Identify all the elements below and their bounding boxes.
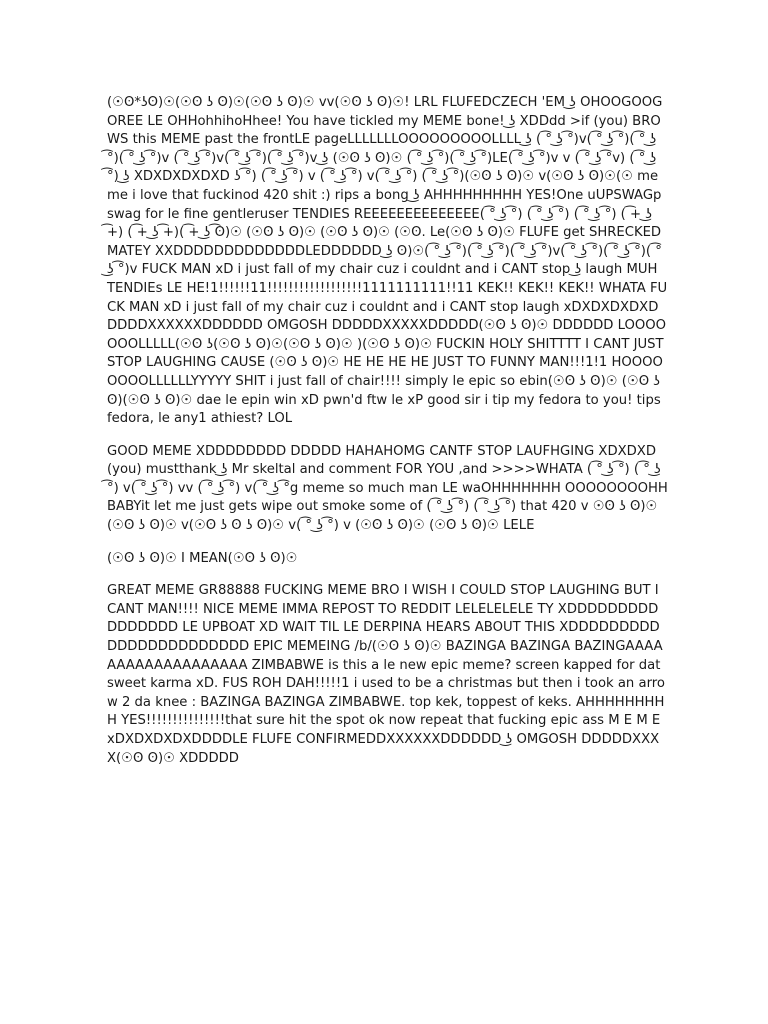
paragraph-4: GREAT MEME GR88888 FUCKING MEME BRO I WISH I COULD STOP LAUGHING BUT I CANT MAN!!!! NICE MEME IMMA REPOST TO REDDIT LELELELELE TY XDDDDDDDDDDDDDDDD LE UPBOAT XD WAIT TIL LE DERPINA HEARS ABOUT THIS XDDDDDDDDDDDDDDDDDDDDDDD EPIC MEMEING /b/(☉ʘ ʖ ʘ)☉ BAZINGA BAZINGA BAZINGAAAAAAAAAAAAAAAAAAA ZIMBABWE is this a le new epic meme? screen kapped for dat sweet karma xD. FUS ROH DAH!!!!!1 i used to be a christmas but then i took an arrow 2 da knee : BAZINGA BAZINGA ZIMBABWE. top kek, toppest of keks. AHHHHHHHHH YES!!!!!!!!!!!!!!!that sure hit the spot ok now repeat that fucking epic ass M E M E xDXDXDXDXDDDDLE FLUFE CONFIRMEDDXXXXXXDDDDDD ͜ʖ OMGOSH DDDDDXXXX(☉ʘ ʘ)☉ XDDDDD [107,583,665,766]
paragraph-3: (☉ʘ ʖ ʘ)☉ I MEAN(☉ʘ ʖ ʘ)☉ [107,550,298,566]
paragraph-1: (☉ʘ*ʖʘ)☉(☉ʘ ʖ ʘ)☉(☉ʘ ʖ ʘ)☉ vv(☉ʘ ʖ ʘ)☉! LRL FLUFEDCZECH 'EM ͜ʖ OHOOGOOGOREE LE OHHohhihoHhee! You have tickled my MEME bone! ͜ʖ XDDdd >if (you) BROWS this MEME past the frontLE pageLLLLLLLOOOOOOOOOLLLL ͜ʖ ( ͡° ͜ʖ ͡°)v( ͡° ͜ʖ ͡°)( ͡° ͜ʖ ͡°)( ͡° ͜ʖ ͡°)v ( ͡° ͜ʖ ͡°)v( ͡° ͜ʖ ͡°)( ͡° ͜ʖ ͡°)v ͜ʖ (☉ʘ ʖ ʘ)☉ ( ͡° ͜ʖ ͡°)( ͡° ͜ʖ ͡°)LE( ͡° ͜ʖ ͡°)v v ( ͡° ͜ʖ ͡°v) ( ͡° ͜ʖ ͡°) ͜ʖ XDXDXDXDXD ʖ ͡°) ( ͡° ͜ʖ ͡°) v ( ͡° ͜ʖ ͡°) v( ͡° ͜ʖ ͡°) ( ͡° ͜ʖ ͡°)(☉ʘ ʖ ʘ)☉ v(☉ʘ ʖ ʘ)☉(☉ meme i love that fuckinod 420 shit :) rips a bong ͜ʖ AHHHHHHHHH YES!One uUPSWAGpswag for le fine gentleruser TENDIES REEEEEEEEEEEEEE( ͡° ͜ʖ ͡°) ( ͡° ͜ʖ ͡°) ( ͡° ͜ʖ ͡°) ( ͡+ ͜ʖ ͡+) ( ͡+ ͜ʖ ͡+)( ͡+ ͜ʖ ͡ʘ)☉ (☉ʘ ʖ ʘ)☉ (☉ʘ ʖ ʘ)☉ (☉ʘ. Le(☉ʘ ʖ ʘ)☉ FLUFE get SHRECKED MATEY XXDDDDDDDDDDDDDLEDDDDDD ͜ʖ ʘ)☉( ͡° ͜ʖ ͡°)( ͡° ͜ʖ ͡°)( ͡° ͜ʖ ͡°)v( ͡° ͜ʖ ͡°)( ͡° ͜ʖ ͡°)( ͡° ͜ʖ ͡°)v FUCK MAN xD i just fall of my chair cuz i couldnt and i CANT stop ͜ʖ laugh MUH TENDIEs LE HE!1!!!!!!11!!!!!!!!!!!!!!!!!!1111111111!!11 KEK!! KEK!! KEK!! WHATA FUCK MAN xD i just fall of my chair cuz i couldnt and i CANT stop laugh xDXDXDXDXDDDDDXXXXXXDDDDDD OMGOSH DDDDDXXXXXDDDDD(☉ʘ ʖ ʘ)☉ DDDDDD LOOOOOOOLLLLL(☉ʘ ʖ(☉ʘ ʖ ʘ)☉(☉ʘ ʖ ʘ)☉ )(☉ʘ ʖ ʘ)☉ FUCKIN HOLY SHITTTT I CANT JUST STOP LAUGHING CAUSE (☉ʘ ʖ ʘ)☉ HE HE HE HE JUST TO FUNNY MAN!!!1!1 HOOOOOOOOLLLLLLYYYYY SHIT i just fall of chair!!!! simply le epic so ebin(☉ʘ ʖ ʘ)☉ (☉ʘ ʖ ʘ)(☉ʘ ʖ ʘ)☉ dae le epin win xD pwn'd ftw le xP good sir i tip my fedora to you! tips fedora, le any1 athiest? LOL [107,95,668,427]
paragraph-2: GOOD MEME XDDDDDDDD DDDDD HAHAHOMG CANTF STOP LAUFHGING XDXDXD (you) mustthank ͜ʖ Mr skeltal and comment FOR YOU ,and >>>>WHATA ( ͡° ͜ʖ ͡°) ( ͡° ͜ʖ ͡°) v( ͡° ͜ʖ ͡°) vv ( ͡° ͜ʖ ͡°) v( ͡° ͜ʖ ͡°g meme so much man LE waOHHHHHHH OOOOOOOOHH BABYit let me just gets wipe out smoke some of ( ͡° ͜ʖ ͡°) ( ͡° ͜ʖ ͡°) that 420 v ☉ʘ ʖ ʘ)☉(☉ʘ ʖ ʘ)☉ v(☉ʘ ʖ ʘ ʖ ʘ)☉ v( ͡° ͜ʖ ͡°) v (☉ʘ ʖ ʘ)☉ (☉ʘ ʖ ʘ)☉ LELE [107,443,668,534]
